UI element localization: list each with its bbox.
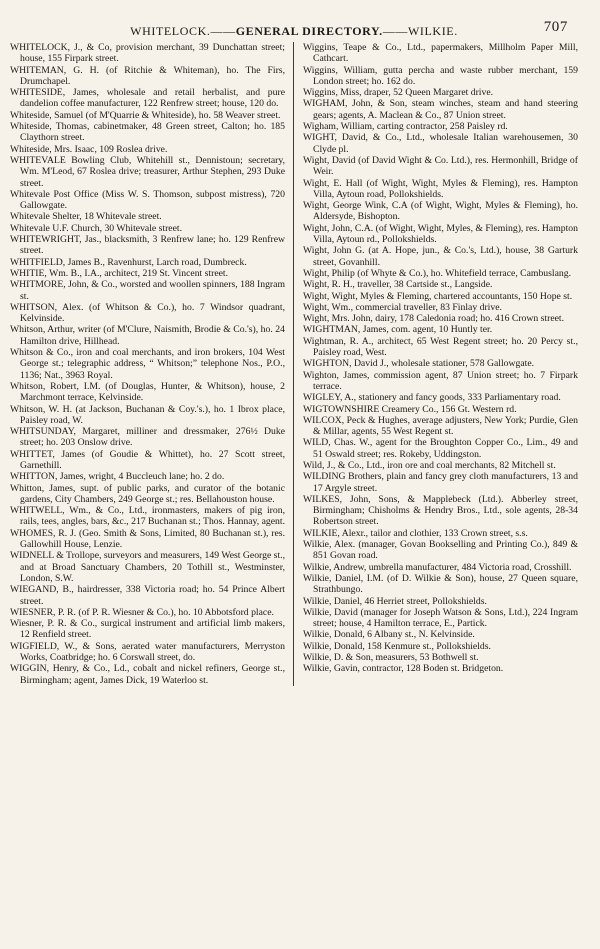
- directory-entry: Wight, E. Hall (of Wight, Wight, Myles & Fleming), res. Hampton Villa, Aytoun road, Pollokshields.: [303, 177, 578, 200]
- directory-entry: Wight, Mrs. John, dairy, 178 Caledonia road; ho. 416 Crown street.: [303, 313, 565, 325]
- directory-entry: Wight, John G. (at A. Hope, jun., & Co.'s, Ltd.), house, 38 Garturk street, Govanhill.: [303, 245, 578, 268]
- directory-entry: Wight, Wight, Myles & Fleming, chartered accountants, 150 Hope st.: [303, 290, 573, 302]
- directory-entry: Whitevale Post Office (Miss W. S. Thomson, subpost mistress), 720 Gallowgate.: [10, 188, 285, 212]
- directory-entry: WIDNELL & Trollope, surveyors and measurers, 149 West George st., and at Broad Sanctuary Chambers, 20 Tothill st., Westminster, London, S.W.: [10, 550, 285, 584]
- directory-entry: WHITTET, James (of Goudie & Whittet), ho. 27 Scott street, Garnethill.: [10, 448, 285, 471]
- directory-entry: Wilkie, Donald, 6 Albany st., N. Kelvinside.: [303, 629, 475, 641]
- directory-entry: Whiteside, Mrs. Isaac, 109 Roslea drive.: [10, 143, 168, 155]
- directory-entry: WHITSUNDAY, Margaret, milliner and dressmaker, 276½ Duke street; ho. 203 Onslow drive.: [10, 426, 285, 449]
- directory-entry: Wilkie, Gavin, contractor, 128 Boden st. Bridgeton.: [303, 663, 504, 675]
- directory-entry: WIEGAND, B., hairdresser, 338 Victoria road; ho. 54 Prince Albert street.: [10, 584, 285, 607]
- directory-entry: WIGTOWNSHIRE Creamery Co., 156 Gt. Western rd.: [303, 403, 517, 415]
- left-column: [10, 42, 294, 686]
- directory-entry: Whitson, W. H. (at Jackson, Buchanan & Coy.'s.), ho. 1 Ibrox place, Paisley road, W.: [10, 403, 285, 426]
- directory-entry: Wighton, James, commission agent, 87 Union street; ho. 7 Firpark terrace.: [303, 369, 578, 392]
- directory-entry: WHITMORE, John, & Co., worsted and woollen spinners, 188 Ingram st.: [10, 279, 285, 302]
- directory-entry: Wight, George Wink, C.A (of Wight, Wight, Myles & Fleming), ho. Aldersyde, Bishopton.: [303, 200, 578, 223]
- directory-entry: WIGFIELD, W., & Sons, aerated water manufacturers, Merryston Works, Coatbridge; ho. 6 Corswall street, do.: [10, 640, 285, 664]
- directory-entry: WIESNER, P. R. (of P. R. Wiesner & Co.), ho. 10 Abbotsford place.: [10, 606, 274, 618]
- directory-entry: WIGHT, David, & Co., Ltd., wholesale Italian warehousemen, 30 Clyde pl.: [303, 132, 578, 155]
- directory-entry: Wiesner, P. R. & Co., surgical instrument and artificial limb makers, 12 Renfield street.: [10, 618, 285, 641]
- directory-entry: WILDING Brothers, plain and fancy grey cloth manufacturers, 13 and 17 Argyle street.: [303, 471, 578, 494]
- directory-entry: WHITEVALE Bowling Club, Whitehill st., Dennistoun; secretary, Wm. M'Leod, 67 Roslea drive; treasurer, Arthur Stephen, 293 Duke street.: [10, 154, 285, 189]
- directory-entry: Whitson, Arthur, writer (of M'Clure, Naismith, Brodie & Co.'s), ho. 24 Hamilton drive, Hillhead.: [10, 324, 285, 347]
- page-number: 707: [543, 19, 568, 35]
- directory-entry: Wigham, William, carting contractor, 258 Paisley rd.: [303, 121, 508, 133]
- directory-entry: WHITEWRIGHT, Jas., blacksmith, 3 Renfrew lane; ho. 129 Renfrew street.: [10, 234, 285, 257]
- directory-entry: Wilkie, Alex. (manager, Govan Bookselling and Printing Co.), 849 & 851 Govan road.: [303, 539, 578, 562]
- directory-entry: WILKIE, Alexr., tailor and clothier, 133 Crown street, s.s.: [303, 527, 528, 539]
- directory-entry: Wild, J., & Co., Ltd., iron ore and coal merchants, 82 Mitchell st.: [303, 459, 556, 471]
- directory-columns: [10, 42, 578, 686]
- directory-entry: Wight, Philip (of Whyte & Co.), ho. Whitefield terrace, Cambuslang.: [303, 267, 572, 279]
- directory-entry: Whitevale U.F. Church, 30 Whitevale street.: [10, 222, 183, 234]
- directory-entry: Whitson & Co., iron and coal merchants, and iron brokers, 104 West George st.; telegraphic address, “ Whitson;” telephone Nos., P.O., 1136; Nat., 3963 Royal.: [10, 347, 285, 381]
- header-left-word: WHITELOCK.: [130, 24, 211, 38]
- header-dash-left: ——: [210, 24, 236, 38]
- directory-entry: Wilkie, Daniel, 46 Herriet street, Pollokshields.: [303, 595, 487, 607]
- directory-entry: WIGHAM, John, & Son, steam winches, steam and hand steering gears; agents, A. Maclean & Co., 87 Union street.: [303, 98, 578, 121]
- right-column: [294, 42, 578, 686]
- directory-entry: Whiteside, Samuel (of M'Quarrie & Whiteside), ho. 58 Weaver street.: [10, 109, 281, 121]
- directory-entry: WIGLEY, A., stationery and fancy goods, 333 Parliamentary road.: [303, 392, 561, 404]
- directory-entry: WILKES, John, Sons, & Mapplebeck (Ltd.). Abberley street, Birmingham; Chisholms & Hendry Bros., Ltd., sole agents, 28-34 Robertson street.: [303, 493, 578, 528]
- directory-entry: WHITWELL, Wm., & Co., Ltd., ironmasters, makers of pig iron, rails, tees, angles, bars, &c., 217 Buchanan st.; Thos. Hannay, agent.: [10, 505, 285, 528]
- directory-entry: Whitson, Robert, I.M. (of Douglas, Hunter, & Whitson), house, 2 Marchmont terrace, Kelvinside.: [10, 380, 285, 404]
- directory-entry: WILCOX, Peck & Hughes, average adjusters, New York; Purdie, Glen & Millar, agents, 55 West Regent st.: [303, 414, 578, 438]
- directory-entry: Wight, David (of David Wight & Co. Ltd.), res. Hermonhill, Bridge of Weir.: [303, 154, 578, 178]
- directory-entry: WHITFIELD, James B., Ravenhurst, Larch road, Dumbreck.: [10, 256, 247, 268]
- directory-entry: WHOMES, R. J. (Geo. Smith & Sons, Limited, 80 Buchanan st.), res. Gallowhill House, Lenzie.: [10, 527, 285, 551]
- directory-entry: WIGHTON, David J., wholesale stationer, 578 Gallowgate.: [303, 358, 535, 370]
- running-title: [130, 24, 458, 39]
- directory-entry: Whiteside, Thomas, cabinetmaker, 48 Green street, Calton; ho. 185 Claythorn street.: [10, 121, 285, 144]
- directory-entry: Wilkie, D. & Son, measurers, 53 Bothwell st.: [303, 652, 479, 664]
- directory-entry: Wilkie, Andrew, umbrella manufacturer, 484 Victoria road, Crosshill.: [303, 561, 572, 573]
- directory-entry: WHITTON, James, wright, 4 Buccleuch lane; ho. 2 do.: [10, 471, 225, 483]
- directory-entry: Wilkie, Daniel, I.M. (of D. Wilkie & Son), house, 27 Queen square, Strathbungo.: [303, 572, 578, 596]
- directory-entry: WILD, Chas. W., agent for the Broughton Copper Co., Lim., 49 and 51 Oswald street; res. Rokeby, Uddingston.: [303, 437, 578, 460]
- directory-entry: Wiggins, William, gutta percha and waste rubber merchant, 159 London street; ho. 162 do.: [303, 64, 578, 87]
- directory-entry: WHITEMAN, G. H. (of Ritchie & Whiteman), ho. The Firs, Drumchapel.: [10, 64, 285, 87]
- directory-entry: WIGHTMAN, James, com. agent, 10 Huntly ter.: [303, 324, 493, 336]
- directory-entry: Wilkie, David (manager for Joseph Watson & Sons, Ltd.), 224 Ingram street; house, 4 Hamilton terrace, E., Partick.: [303, 606, 578, 630]
- directory-entry: Wight, Wm., commercial traveller, 83 Finlay drive.: [303, 301, 502, 313]
- directory-entry: Wilkie, Donald, 158 Kenmure st., Pollokshields.: [303, 640, 491, 652]
- directory-entry: WHITIE, Wm. B., I.A., architect, 219 St. Vincent street.: [10, 267, 229, 279]
- header-dash-right: ——: [382, 24, 408, 38]
- directory-entry: Wight, John, C.A. (of Wight, Wight, Myles, & Fleming), res. Hampton Villa, Aytoun rd., Pollokshields.: [303, 222, 578, 246]
- directory-entry: Wiggins, Miss, draper, 52 Queen Margaret drive.: [303, 87, 494, 99]
- directory-entry: Wightman, R. A., architect, 65 West Regent street; ho. 20 Percy st., Paisley road, West.: [303, 335, 578, 359]
- directory-entry: Whitton, James, supt. of public parks, and curator of the botanic gardens, City Chambers, 249 George st.; res. Bellahouston house.: [10, 482, 285, 505]
- header-directory-title: GENERAL DIRECTORY.: [235, 24, 383, 38]
- directory-entry: Wiggins, Teape & Co., Ltd., papermakers, Millholm Paper Mill, Cathcart.: [303, 42, 578, 65]
- directory-entry: WHITESIDE, James, wholesale and retail herbalist, and pure dandelion coffee manufacturer, 122 Renfrew street; house, 120 do.: [10, 87, 285, 110]
- directory-entry: Whitevale Shelter, 18 Whitevale street.: [10, 211, 162, 223]
- directory-entry: Wight, R. H., traveller, 38 Cartside st., Langside.: [303, 279, 493, 291]
- header-right-word: WILKIE.: [407, 24, 458, 38]
- directory-entry: WIGGIN, Henry, & Co., Ld., cobalt and nickel refiners, George st., Birmingham; agent, James Dick, 19 Waterloo st.: [10, 663, 285, 686]
- directory-entry: WHITELOCK, J., & Co, provision merchant, 39 Dunchattan street; house, 155 Firpark street.: [10, 42, 285, 65]
- directory-entry: WHITSON, Alex. (of Whitson & Co.), ho. 7 Windsor quadrant, Kelvinside.: [10, 301, 285, 325]
- running-header: [10, 14, 578, 36]
